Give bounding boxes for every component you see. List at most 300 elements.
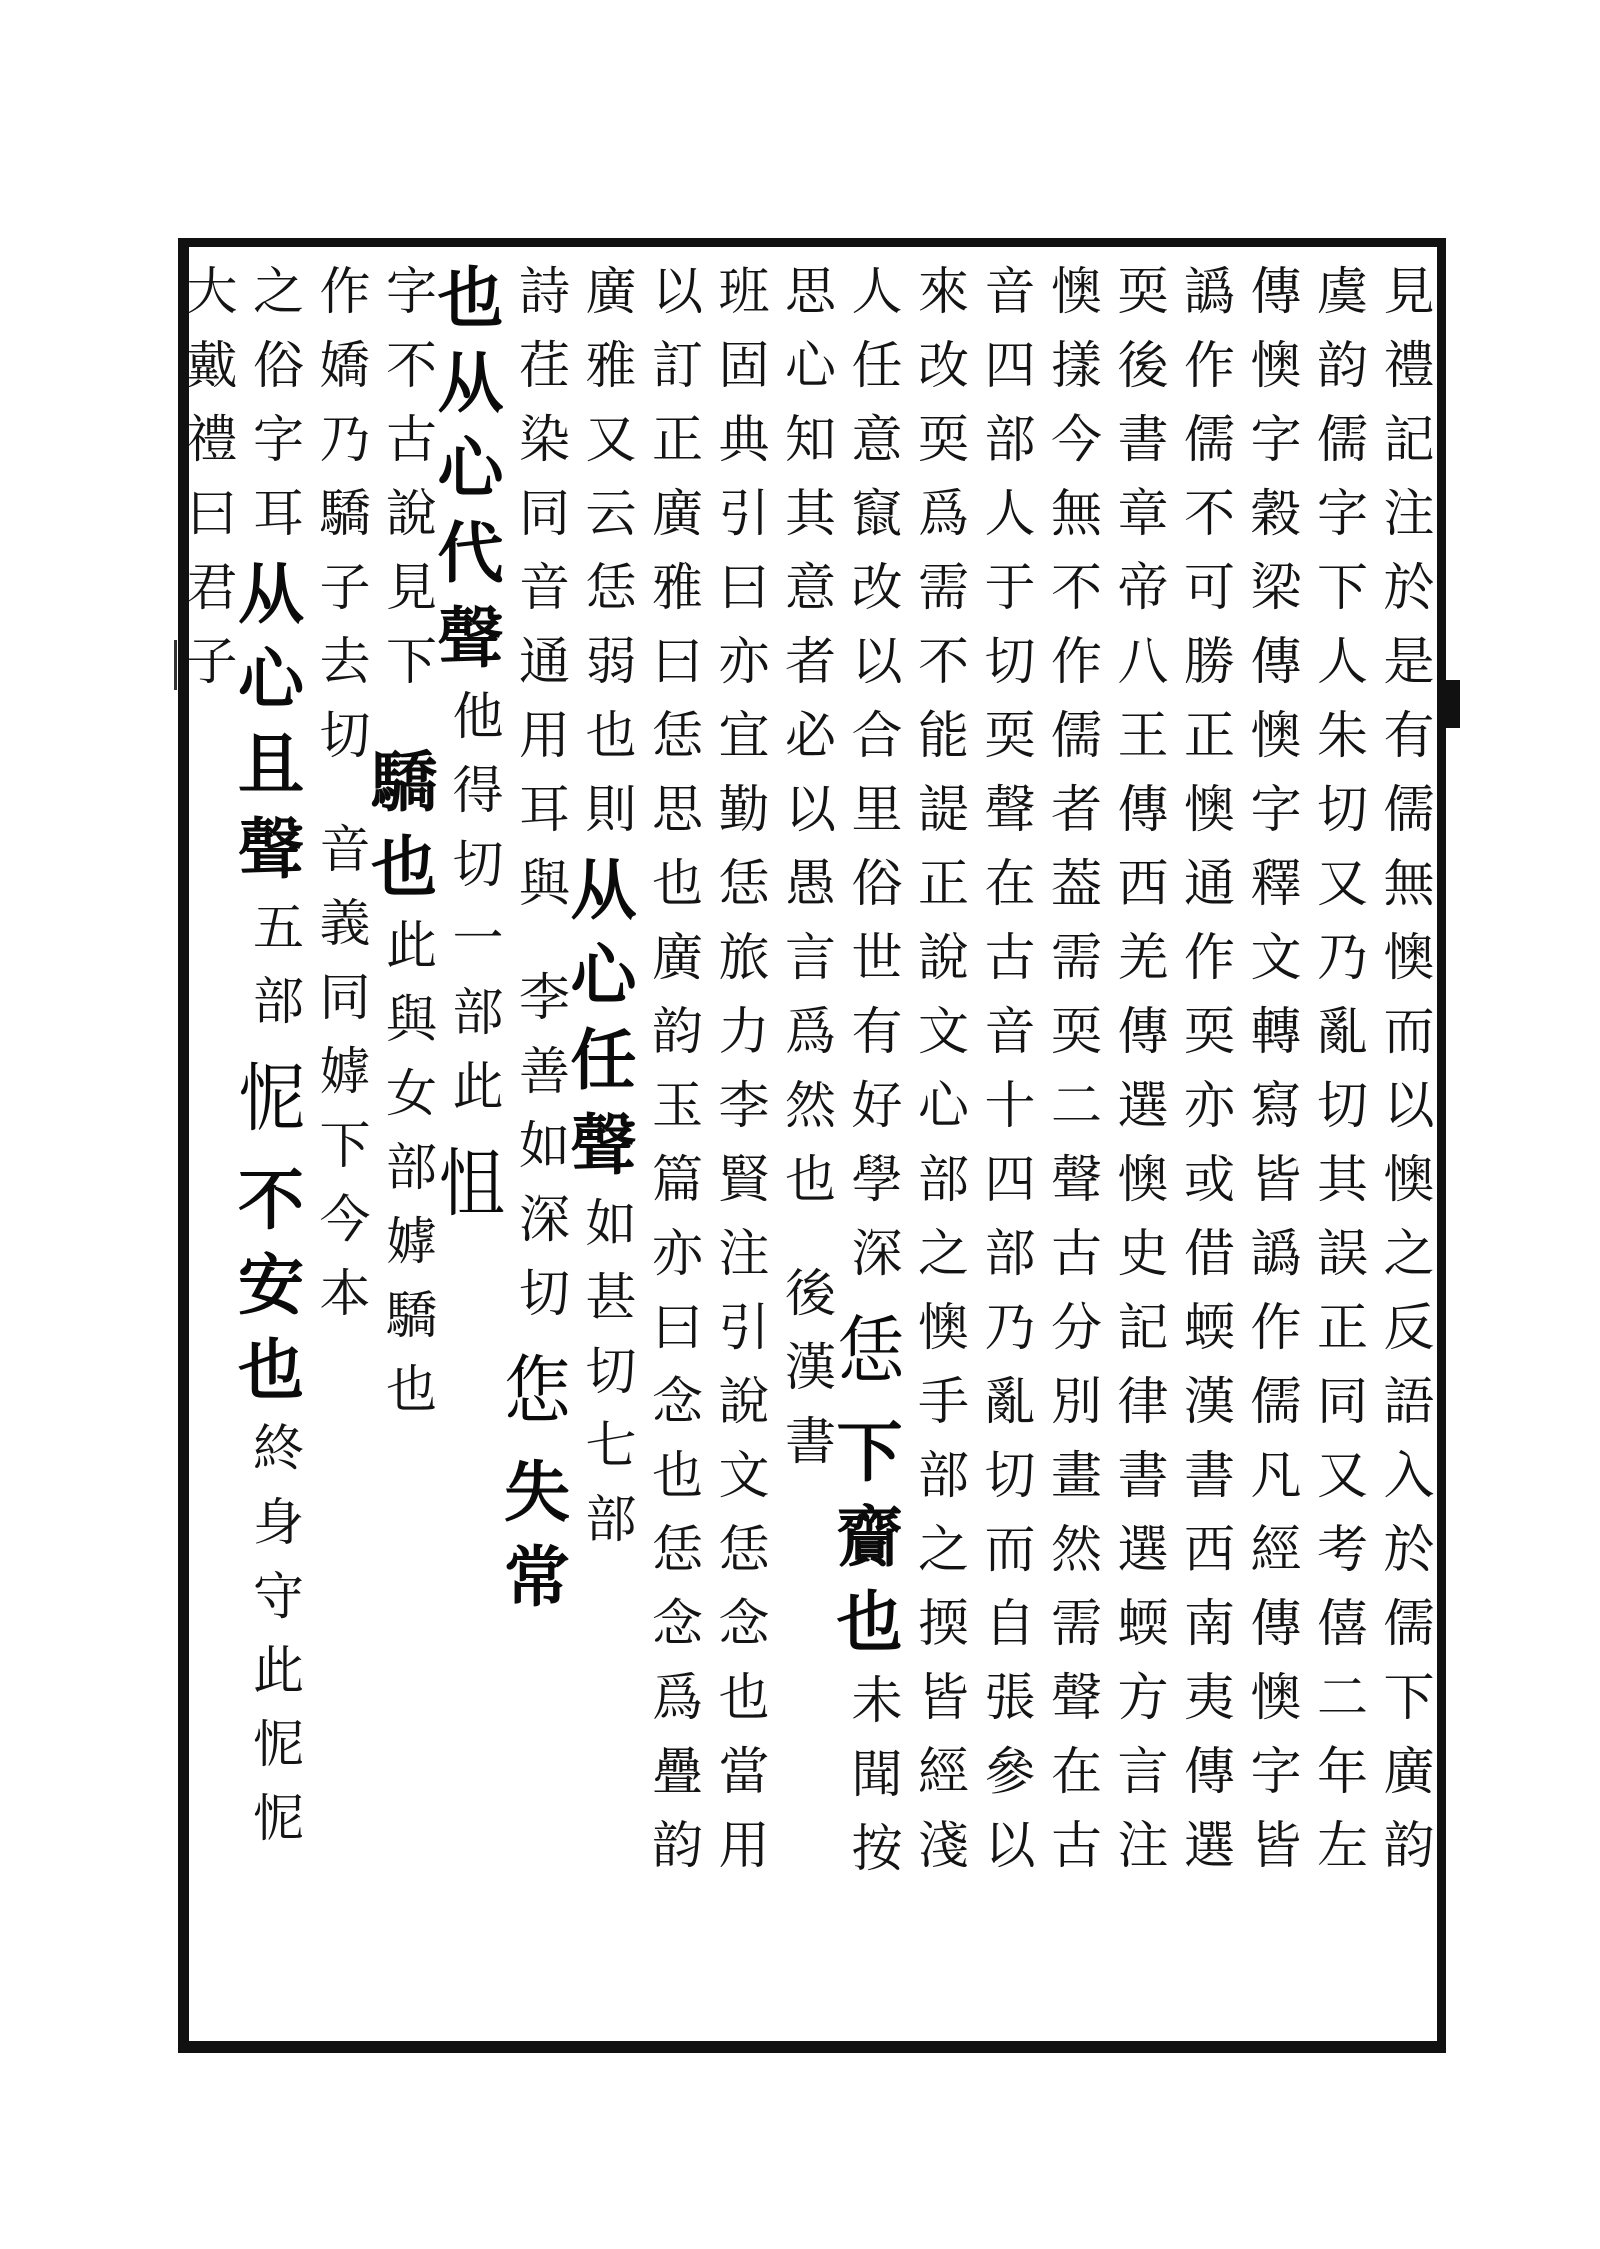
character: 从 bbox=[437, 344, 504, 422]
character: 染 bbox=[519, 411, 571, 470]
character: 儒 bbox=[1051, 707, 1103, 766]
character: 凡 bbox=[1250, 1447, 1302, 1506]
commentary-text bbox=[718, 256, 770, 1884]
character: 需 bbox=[918, 559, 970, 618]
character: 必 bbox=[785, 707, 837, 766]
character: 心 bbox=[437, 429, 504, 507]
character: 懊 bbox=[1383, 929, 1435, 988]
character: 於 bbox=[1383, 559, 1435, 618]
character: 通 bbox=[519, 633, 571, 692]
character: 俗 bbox=[253, 337, 305, 396]
character: 學 bbox=[851, 1151, 903, 1210]
character: 與 bbox=[519, 855, 571, 914]
character: 心 bbox=[238, 640, 304, 718]
character: 意 bbox=[785, 559, 837, 618]
character: 注 bbox=[718, 1225, 770, 1284]
fold-mark bbox=[1446, 680, 1460, 728]
character: 切 bbox=[984, 633, 1036, 692]
character: 下 bbox=[386, 633, 438, 692]
character: 文 bbox=[1250, 929, 1302, 988]
character: 正 bbox=[652, 411, 704, 470]
character: 音 bbox=[319, 821, 371, 880]
character: 此 bbox=[253, 1642, 305, 1701]
character: 古 bbox=[1051, 1225, 1103, 1284]
character: 虞 bbox=[1317, 263, 1369, 322]
character: 書 bbox=[1184, 1447, 1236, 1506]
text-column bbox=[767, 256, 839, 2041]
character: 用 bbox=[519, 707, 571, 766]
character: 任 bbox=[570, 1021, 637, 1099]
character: 玉 bbox=[652, 1077, 704, 1136]
character: 此 bbox=[386, 917, 438, 976]
character: 字 bbox=[1250, 781, 1302, 840]
character: 不 bbox=[918, 633, 970, 692]
character: 切 bbox=[319, 707, 371, 766]
character: 四 bbox=[984, 337, 1036, 396]
character: 儒 bbox=[1383, 781, 1435, 840]
character: 需 bbox=[1051, 929, 1103, 988]
character: 也 bbox=[386, 1361, 438, 1420]
character: 曰 bbox=[652, 633, 704, 692]
character: 于 bbox=[984, 559, 1036, 618]
character: 能 bbox=[918, 707, 970, 766]
text-column bbox=[435, 256, 507, 2041]
character: 同 bbox=[1317, 1373, 1369, 1432]
character: 誤 bbox=[1317, 1225, 1369, 1284]
character: 如 bbox=[519, 1117, 571, 1176]
character: 張 bbox=[984, 1669, 1036, 1728]
character: 在 bbox=[1051, 1743, 1103, 1802]
commentary-text bbox=[319, 256, 371, 774]
character: 書 bbox=[1117, 1447, 1169, 1506]
character: 心 bbox=[570, 936, 637, 1014]
character: 入 bbox=[1383, 1447, 1435, 1506]
commentary-text bbox=[386, 256, 438, 700]
character: 參 bbox=[984, 1743, 1036, 1802]
character: 深 bbox=[851, 1225, 903, 1284]
character: 安 bbox=[238, 1246, 304, 1324]
character: 爲 bbox=[785, 1003, 837, 1062]
commentary-text bbox=[386, 910, 438, 1428]
character: 子 bbox=[186, 633, 238, 692]
character: 字 bbox=[1317, 485, 1369, 544]
character: 正 bbox=[1184, 707, 1236, 766]
character: 反 bbox=[1383, 1299, 1435, 1358]
character: 部 bbox=[585, 1491, 637, 1550]
character: 傳 bbox=[1250, 633, 1302, 692]
text-column bbox=[1366, 256, 1438, 2041]
character: 切 bbox=[984, 1447, 1036, 1506]
character: 驕 bbox=[371, 743, 437, 821]
character: 之 bbox=[253, 263, 305, 322]
character: 驕 bbox=[319, 485, 371, 544]
character: 說 bbox=[386, 485, 438, 544]
character: 恁 bbox=[718, 855, 770, 914]
character: 切 bbox=[519, 1265, 571, 1324]
character: 改 bbox=[851, 559, 903, 618]
character: 任 bbox=[851, 337, 903, 396]
character: 女 bbox=[386, 1065, 438, 1124]
character: 得 bbox=[452, 762, 504, 821]
character: 以 bbox=[851, 633, 903, 692]
character: 荏 bbox=[519, 337, 571, 396]
character: 世 bbox=[851, 929, 903, 988]
character: 漢 bbox=[785, 1339, 837, 1398]
character: 音 bbox=[984, 1003, 1036, 1062]
character: 懊 bbox=[1250, 1669, 1302, 1728]
character: 字 bbox=[386, 263, 438, 322]
character: 說 bbox=[718, 1373, 770, 1432]
character: 人 bbox=[984, 485, 1036, 544]
character: 而 bbox=[1383, 1003, 1435, 1062]
character: 聲 bbox=[1051, 1669, 1103, 1728]
character: 自 bbox=[984, 1595, 1036, 1654]
character: 曰 bbox=[186, 485, 238, 544]
character: 分 bbox=[1051, 1299, 1103, 1358]
character: 也 bbox=[371, 828, 437, 906]
character: 史 bbox=[1117, 1225, 1169, 1284]
character: 聲 bbox=[1051, 1151, 1103, 1210]
character: 之 bbox=[918, 1225, 970, 1284]
character: 記 bbox=[1117, 1299, 1169, 1358]
character: 聲 bbox=[984, 781, 1036, 840]
character: 見 bbox=[386, 559, 438, 618]
character: 从 bbox=[238, 555, 304, 633]
character: 愚 bbox=[785, 855, 837, 914]
character: 不 bbox=[386, 337, 438, 396]
character: 宜 bbox=[718, 707, 770, 766]
character: 驕 bbox=[386, 1287, 438, 1346]
character: 其 bbox=[1317, 1151, 1369, 1210]
commentary-text bbox=[519, 256, 571, 922]
character: 二 bbox=[1317, 1669, 1369, 1728]
character: 書 bbox=[1117, 411, 1169, 470]
character: 釋 bbox=[1250, 855, 1302, 914]
character: 者 bbox=[785, 633, 837, 692]
character: 恁 bbox=[652, 1521, 704, 1580]
commentary-text bbox=[652, 256, 704, 1884]
character: 傳 bbox=[1250, 1595, 1302, 1654]
character: 弱 bbox=[585, 633, 637, 692]
character: 譌 bbox=[1184, 263, 1236, 322]
character: 而 bbox=[984, 1521, 1036, 1580]
character: 以 bbox=[652, 263, 704, 322]
character: 下 bbox=[1383, 1669, 1435, 1728]
character: 㨾 bbox=[1051, 337, 1103, 396]
character: 儒 bbox=[1250, 1373, 1302, 1432]
commentary-text bbox=[1250, 256, 1302, 1884]
character: 選 bbox=[1184, 1817, 1236, 1876]
character: 譌 bbox=[1250, 1225, 1302, 1284]
character: 義 bbox=[319, 895, 371, 954]
character: 合 bbox=[851, 707, 903, 766]
text-column bbox=[1299, 256, 1371, 2041]
character: 篇 bbox=[652, 1151, 704, 1210]
character: 以 bbox=[785, 781, 837, 840]
character: 傳 bbox=[1184, 1743, 1236, 1802]
character: 下 bbox=[836, 1413, 903, 1491]
character: 之 bbox=[918, 1521, 970, 1580]
character: 深 bbox=[519, 1191, 571, 1250]
character: 疊 bbox=[652, 1743, 704, 1802]
character: 然 bbox=[1051, 1521, 1103, 1580]
character: 守 bbox=[253, 1568, 305, 1627]
character: 在 bbox=[984, 855, 1036, 914]
character: 戴 bbox=[186, 337, 238, 396]
character: 聲 bbox=[437, 599, 504, 677]
character: 念 bbox=[652, 1373, 704, 1432]
character: 不 bbox=[238, 1161, 304, 1239]
character: 有 bbox=[851, 1003, 903, 1062]
character: 懊 bbox=[1184, 781, 1236, 840]
character: 旅 bbox=[718, 929, 770, 988]
text-column bbox=[834, 256, 906, 2041]
character: 者 bbox=[1051, 781, 1103, 840]
character: 詩 bbox=[519, 263, 571, 322]
text-column bbox=[1100, 256, 1172, 2041]
character: 說 bbox=[918, 929, 970, 988]
commentary-text bbox=[1383, 256, 1435, 1884]
character: 廣 bbox=[585, 263, 637, 322]
character: 作 bbox=[1250, 1299, 1302, 1358]
character: 八 bbox=[1117, 633, 1169, 692]
text-column bbox=[169, 256, 241, 2041]
character: 選 bbox=[1117, 1521, 1169, 1580]
character: 正 bbox=[918, 855, 970, 914]
character: 也 bbox=[652, 1447, 704, 1506]
character: 諟 bbox=[918, 781, 970, 840]
character: 十 bbox=[984, 1077, 1036, 1136]
character: 律 bbox=[1117, 1373, 1169, 1432]
character: 夷 bbox=[1184, 1669, 1236, 1728]
character: 僖 bbox=[1317, 1595, 1369, 1654]
character: 懊 bbox=[1250, 707, 1302, 766]
character: 是 bbox=[1383, 633, 1435, 692]
character: 乃 bbox=[1317, 929, 1369, 988]
character: 乃 bbox=[319, 411, 371, 470]
character: 無 bbox=[1051, 485, 1103, 544]
character: 下 bbox=[1317, 559, 1369, 618]
character: 雅 bbox=[585, 337, 637, 396]
character: 如 bbox=[585, 1195, 637, 1254]
character: 經 bbox=[918, 1743, 970, 1802]
character: 知 bbox=[785, 411, 837, 470]
character: 勤 bbox=[718, 781, 770, 840]
text-column bbox=[501, 256, 573, 2041]
character: 二 bbox=[1051, 1077, 1103, 1136]
character: 韵 bbox=[652, 1003, 704, 1062]
character: 也 bbox=[238, 1331, 304, 1409]
character: 王 bbox=[1117, 707, 1169, 766]
character: 韵 bbox=[652, 1817, 704, 1876]
character: 於 bbox=[1383, 1521, 1435, 1580]
character: 切 bbox=[452, 836, 504, 895]
character: 部 bbox=[918, 1447, 970, 1506]
character: 又 bbox=[1317, 1447, 1369, 1506]
character: 用 bbox=[718, 1817, 770, 1876]
seal-script-headword: 恁 bbox=[837, 1308, 904, 1394]
character: 切 bbox=[1317, 781, 1369, 840]
character: 左 bbox=[1317, 1817, 1369, 1876]
character: 部 bbox=[984, 1225, 1036, 1284]
character: 善 bbox=[519, 1043, 571, 1102]
character: 或 bbox=[1184, 1151, 1236, 1210]
character: 嫭 bbox=[319, 1043, 371, 1102]
text-column bbox=[302, 256, 374, 2041]
character: 同 bbox=[319, 969, 371, 1028]
character: 勝 bbox=[1184, 633, 1236, 692]
character: 借 bbox=[1184, 1225, 1236, 1284]
character: 恁 bbox=[585, 559, 637, 618]
character: 爲 bbox=[652, 1669, 704, 1728]
character: 君 bbox=[186, 559, 238, 618]
character: 然 bbox=[785, 1077, 837, 1136]
character: 手 bbox=[918, 1373, 970, 1432]
character: 也 bbox=[836, 1583, 903, 1661]
character: 後 bbox=[1117, 337, 1169, 396]
main-text bbox=[834, 1410, 906, 1665]
character: 字 bbox=[1250, 1743, 1302, 1802]
character: 後 bbox=[785, 1265, 837, 1324]
character: 又 bbox=[1317, 855, 1369, 914]
seal-script-headword: 㤰 bbox=[504, 1348, 572, 1434]
character: 下 bbox=[319, 1117, 371, 1176]
character: 朱 bbox=[1317, 707, 1369, 766]
character: 亦 bbox=[718, 633, 770, 692]
character: 耎 bbox=[1117, 263, 1169, 322]
character: 失 bbox=[504, 1453, 570, 1531]
character: 亦 bbox=[1184, 1077, 1236, 1136]
character: 寫 bbox=[1250, 1077, 1302, 1136]
character: 又 bbox=[585, 411, 637, 470]
character: 別 bbox=[1051, 1373, 1103, 1432]
character: 耎 bbox=[1051, 1003, 1103, 1062]
character: 意 bbox=[851, 411, 903, 470]
character: 畫 bbox=[1051, 1447, 1103, 1506]
character: 方 bbox=[1117, 1669, 1169, 1728]
character: 甚 bbox=[585, 1269, 637, 1328]
character: 聞 bbox=[851, 1746, 903, 1805]
character: 耳 bbox=[253, 485, 305, 544]
character: 人 bbox=[1317, 633, 1369, 692]
character: 傳 bbox=[1250, 263, 1302, 322]
character: 以 bbox=[1383, 1077, 1435, 1136]
text-column bbox=[900, 256, 972, 2041]
character: 念 bbox=[718, 1595, 770, 1654]
character: 此 bbox=[452, 1058, 504, 1117]
character: 聲 bbox=[570, 1106, 637, 1184]
character: 有 bbox=[1383, 707, 1435, 766]
main-text bbox=[235, 552, 307, 892]
character: 西 bbox=[1184, 1521, 1236, 1580]
commentary-text bbox=[585, 1188, 637, 1558]
character: 恁 bbox=[718, 1521, 770, 1580]
character: 言 bbox=[785, 929, 837, 988]
character: 古 bbox=[1051, 1817, 1103, 1876]
character: 注 bbox=[1117, 1817, 1169, 1876]
character: 書 bbox=[785, 1413, 837, 1472]
character: 俗 bbox=[851, 855, 903, 914]
commentary-text bbox=[253, 256, 305, 552]
character: 怩 bbox=[253, 1790, 305, 1849]
character: 字 bbox=[253, 411, 305, 470]
character: 考 bbox=[1317, 1521, 1369, 1580]
character: 乃 bbox=[984, 1299, 1036, 1358]
character: 部 bbox=[452, 984, 504, 1043]
character: 爲 bbox=[918, 485, 970, 544]
commentary-text bbox=[519, 962, 571, 1332]
character: 儒 bbox=[1383, 1595, 1435, 1654]
character: 身 bbox=[253, 1494, 305, 1553]
character: 終 bbox=[253, 1420, 305, 1479]
character: 切 bbox=[585, 1343, 637, 1402]
character: 注 bbox=[1383, 485, 1435, 544]
character: 今 bbox=[319, 1191, 371, 1250]
character: 嫭 bbox=[386, 1213, 438, 1272]
character: 皆 bbox=[1250, 1817, 1302, 1876]
character: 記 bbox=[1383, 411, 1435, 470]
character: 不 bbox=[1184, 485, 1236, 544]
character: 好 bbox=[851, 1077, 903, 1136]
character: 禮 bbox=[1383, 337, 1435, 396]
text-column bbox=[1033, 256, 1105, 2041]
character: 也 bbox=[437, 259, 504, 337]
text-column bbox=[967, 256, 1039, 2041]
character: 耎 bbox=[1184, 1003, 1236, 1062]
character: 禮 bbox=[186, 411, 238, 470]
character: 廣 bbox=[1383, 1743, 1435, 1802]
text-column bbox=[634, 256, 706, 2041]
commentary-text bbox=[1317, 256, 1369, 1884]
commentary-text bbox=[452, 681, 504, 1125]
character: 李 bbox=[519, 969, 571, 1028]
character: 典 bbox=[718, 411, 770, 470]
character: 葢 bbox=[1051, 855, 1103, 914]
main-text bbox=[435, 256, 507, 681]
character: 竄 bbox=[851, 485, 903, 544]
character: 韵 bbox=[1317, 337, 1369, 396]
commentary-text bbox=[785, 256, 837, 1218]
character: 心 bbox=[918, 1077, 970, 1136]
character: 思 bbox=[785, 263, 837, 322]
commentary-text bbox=[851, 256, 903, 1292]
character: 帝 bbox=[1117, 559, 1169, 618]
character: 去 bbox=[319, 633, 371, 692]
character: 云 bbox=[585, 485, 637, 544]
commentary-text bbox=[253, 892, 305, 1040]
character: 韵 bbox=[1383, 1817, 1435, 1876]
character: 念 bbox=[652, 1595, 704, 1654]
character: 南 bbox=[1184, 1595, 1236, 1654]
character: 其 bbox=[785, 485, 837, 544]
character: 耳 bbox=[519, 781, 571, 840]
character: 本 bbox=[319, 1265, 371, 1324]
character: 一 bbox=[452, 910, 504, 969]
character: 言 bbox=[1117, 1743, 1169, 1802]
character: 語 bbox=[1383, 1373, 1435, 1432]
character: 从 bbox=[570, 851, 637, 929]
character: 章 bbox=[1117, 485, 1169, 544]
character: 按 bbox=[851, 1820, 903, 1879]
character: 代 bbox=[437, 514, 504, 592]
character: 部 bbox=[386, 1139, 438, 1198]
character: 同 bbox=[519, 485, 571, 544]
character: 子 bbox=[319, 559, 371, 618]
character: 聲 bbox=[238, 810, 304, 888]
text-column bbox=[1233, 256, 1305, 2041]
character: 之 bbox=[1383, 1225, 1435, 1284]
character: 年 bbox=[1317, 1743, 1369, 1802]
